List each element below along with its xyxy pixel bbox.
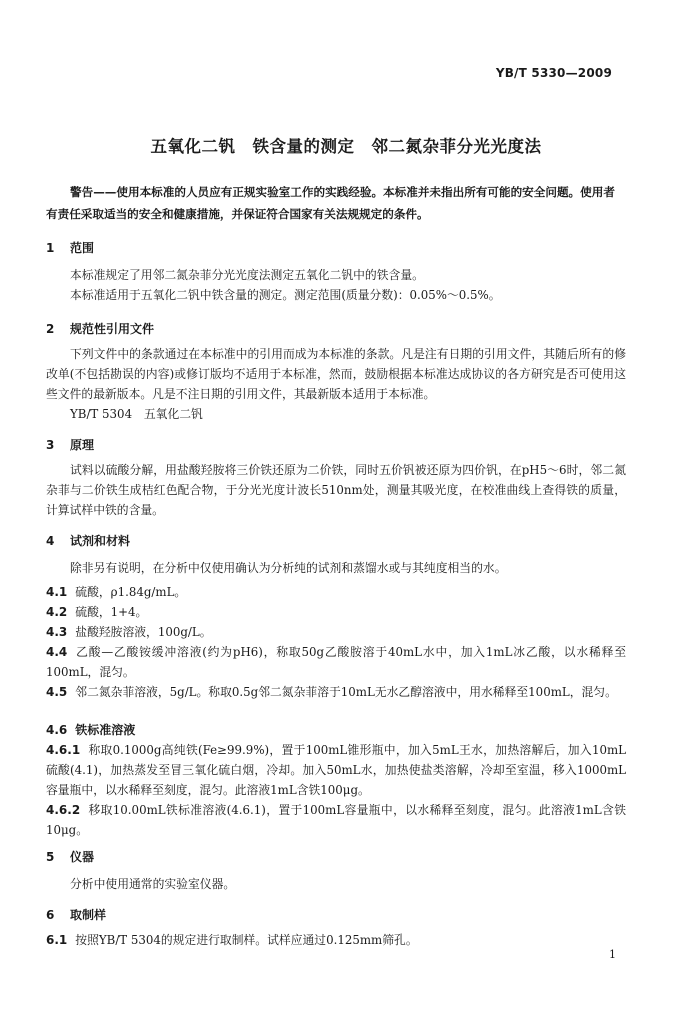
section-2-reference: YB/T 5304 五氧化二钒 <box>70 407 203 421</box>
section-title: 范围 <box>70 241 95 255</box>
clause-number: 4.5 <box>46 685 68 699</box>
section-number: 1 <box>46 241 55 255</box>
section-title: 仪器 <box>70 850 95 864</box>
clause-text: 盐酸羟胺溶液，100g/L。 <box>75 625 212 639</box>
clause-text: 铁标准溶液 <box>75 723 136 737</box>
section-number: 6 <box>46 908 55 922</box>
section-3-heading <box>46 436 94 453</box>
clause-number: 4.6.2 <box>46 803 81 817</box>
section-number: 4 <box>46 534 55 548</box>
clause-4-6 <box>46 720 626 740</box>
section-2-paragraph-1: 下列文件中的条款通过在本标准中的引用而成为本标准的条款。凡是注有日期的引用文件，其随后所有的修改单(不包括勘误的内容)或修订版均不适用于本标准，然而，鼓励根据本标准达成协议的各方研究是否可使用这些文件的最新版本。凡是不注日期的引用文件，其最新版本适用于本标准。 <box>46 347 626 401</box>
clause-4-5 <box>46 682 626 702</box>
clause-number: 4.6 <box>46 723 68 737</box>
section-1-paragraph-1: 本标准规定了用邻二氮杂菲分光光度法测定五氧化二钒中的铁含量。 <box>70 268 424 282</box>
section-title: 原理 <box>70 438 95 452</box>
clause-6-1 <box>46 930 626 950</box>
section-5-paragraph-1: 分析中使用通常的实验室仪器。 <box>70 877 236 891</box>
clause-text: 硫酸，1+4。 <box>75 605 148 619</box>
clause-text: 硫酸，ρ1.84g/mL。 <box>75 585 187 599</box>
section-2-heading <box>46 320 154 337</box>
clause-text: 移取10.00mL铁标准溶液(4.6.1)，置于100mL容量瓶中，以水稀释至刻度，混匀。此溶液1mL含铁10μg。 <box>46 803 626 837</box>
clause-text: 按照YB/T 5304的规定进行取制样。试样应通过0.125mm筛孔。 <box>75 933 418 947</box>
section-6-heading <box>46 906 106 923</box>
clause-4-6-2 <box>46 800 626 840</box>
section-5-heading <box>46 848 94 865</box>
standard-code: YB/T 5330—2009 <box>495 66 612 80</box>
clause-number: 4.1 <box>46 585 68 599</box>
clause-4-3 <box>46 622 626 642</box>
clause-number: 6.1 <box>46 933 68 947</box>
clause-text: 称取0.1000g高纯铁(Fe≥99.9%)，置于100mL锥形瓶中，加入5mL王水，加热溶解后，加入10mL硫酸(4.1)，加热蒸发至冒三氧化硫白烟，冷却。加入50mL水，加热使盐类溶解，冷却至室温，移入1000mL容量瓶中，以水稀释至刻度，混匀。此溶液1mL含铁100μg。 <box>46 743 626 797</box>
section-1-paragraph-2: 本标准适用于五氧化二钒中铁含量的测定。测定范围(质量分数)：0.05%～0.5%。 <box>70 288 501 302</box>
clause-4-2 <box>46 602 626 622</box>
page-number: 1 <box>609 948 616 961</box>
clause-4-1 <box>46 582 626 602</box>
clause-4-6-1 <box>46 740 626 800</box>
clause-4-4 <box>46 642 626 682</box>
section-3-paragraph-1: 试料以硫酸分解，用盐酸羟胺将三价铁还原为二价铁，同时五价钒被还原为四价钒，在pH5～6时，邻二氮杂菲与二价铁生成桔红色配合物，于分光光度计波长510nm处，测量其吸光度，在校准曲线上查得铁的质量，计算试样中铁的含量。 <box>46 463 626 517</box>
clause-number: 4.2 <box>46 605 68 619</box>
clause-text: 乙酸—乙酸铵缓冲溶液(约为pH6)，称取50g乙酸胺溶于40mL水中，加入1mL冰乙酸，以水稀释至100mL，混匀。 <box>46 645 626 679</box>
clause-text: 邻二氮杂菲溶液，5g/L。称取0.5g邻二氮杂菲溶于10mL无水乙醇溶液中，用水稀释至100mL，混匀。 <box>75 685 617 699</box>
warning-paragraph: 警告——使用本标准的人员应有正规实验室工作的实践经验。本标准并未指出所有可能的安全问题。使用者有责任采取适当的安全和健康措施，并保证符合国家有关法规规定的条件。 <box>46 185 615 221</box>
section-number: 2 <box>46 322 55 336</box>
section-number: 5 <box>46 850 55 864</box>
section-title: 试剂和材料 <box>70 534 131 548</box>
clause-number: 4.6.1 <box>46 743 81 757</box>
document-title: 五氧化二钒 铁含量的测定 邻二氮杂菲分光光度法 <box>150 137 542 156</box>
section-number: 3 <box>46 438 55 452</box>
clause-number: 4.4 <box>46 645 68 659</box>
section-4-heading <box>46 532 130 549</box>
section-4-intro: 除非另有说明，在分析中仅使用确认为分析纯的试剂和蒸馏水或与其纯度相当的水。 <box>70 561 507 575</box>
section-title: 取制样 <box>70 908 107 922</box>
clause-number: 4.3 <box>46 625 68 639</box>
section-1-heading <box>46 239 94 256</box>
section-title: 规范性引用文件 <box>70 322 155 336</box>
